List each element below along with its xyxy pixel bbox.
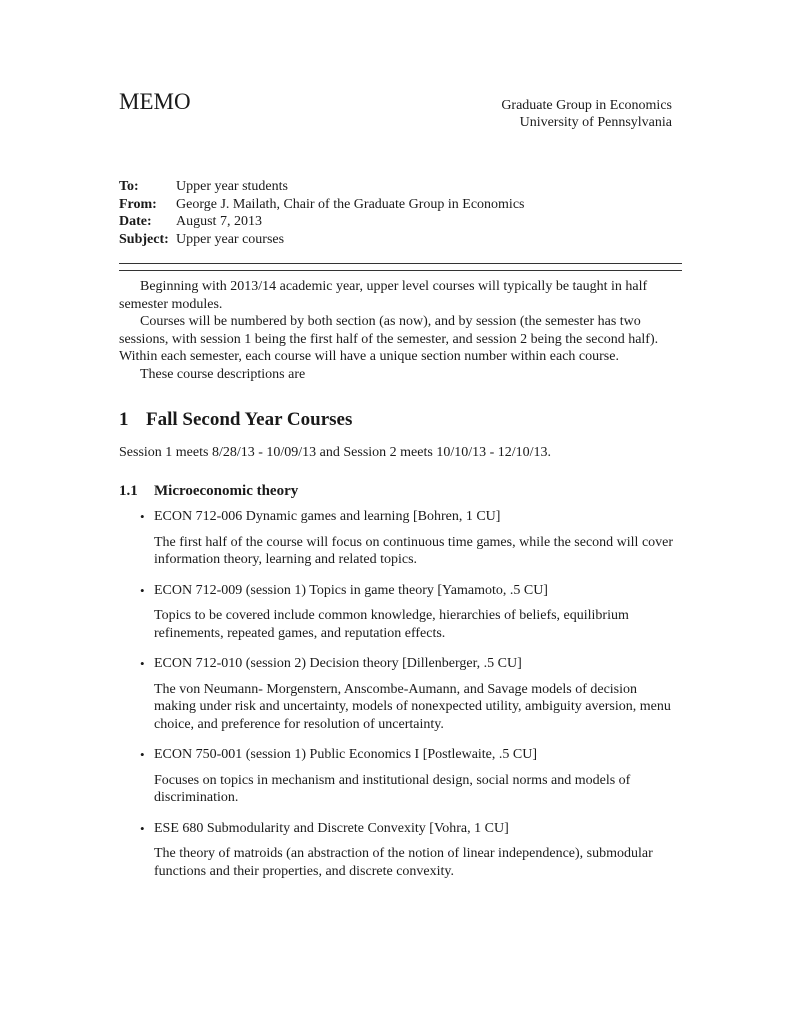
course-heading: ECON 712-006 Dynamic games and learning [Bohren, 1 CU]	[154, 509, 501, 524]
course-description: The von Neumann- Morgenstern, Anscombe-Aumann, and Savage models of decision making under risk and uncertainty, models of nonexpected utility, ambiguity aversion, menu choice, and preference for resolution of uncertainty.	[154, 681, 671, 732]
session-dates: Session 1 meets 8/28/13 - 10/09/13 and Session 2 meets 10/10/13 - 12/10/13.	[119, 445, 552, 460]
from-label: From:	[119, 196, 157, 212]
header-divider	[119, 263, 682, 271]
section-title: Fall Second Year Courses	[146, 409, 353, 430]
org-university: University of Pennsylvania	[519, 115, 672, 130]
subsection-title: Microeconomic theory	[154, 483, 299, 499]
bullet-icon: •	[140, 747, 145, 762]
org-department: Graduate Group in Economics	[501, 98, 672, 113]
from-row	[119, 196, 524, 214]
subject-row	[119, 231, 524, 249]
section-heading	[119, 409, 352, 431]
course-description: The theory of matroids (an abstraction of the notion of linear independence), submodular functions and their properties, and discrete convexity.	[154, 846, 653, 879]
course-item	[119, 746, 682, 807]
date-value: August 7, 2013	[176, 214, 262, 229]
course-description: The first half of the course will focus on continuous time games, while the second will cover information theory, learning and related topics.	[154, 534, 674, 567]
course-item	[119, 820, 682, 881]
course-list	[119, 508, 682, 893]
course-heading: ESE 680 Submodularity and Discrete Convexity [Vohra, 1 CU]	[154, 820, 509, 836]
course-heading: ECON 750-001 (session 1) Public Economics I [Postlewaite, .5 CU]	[154, 747, 538, 762]
course-item	[119, 508, 682, 569]
intro-paragraph: Courses will be numbered by both section (as now), and by session (the semester has two sessions, with session 1 being the first half of the semester, and session 2 being the second half). Within each semester, each course will have a unique section number within each course.	[119, 314, 659, 364]
subject-value: Upper year courses	[176, 231, 285, 247]
memo-header-fields	[119, 178, 524, 248]
to-row	[119, 178, 524, 196]
subsection-heading	[119, 482, 298, 500]
organization-block	[501, 97, 672, 131]
intro-paragraph: Beginning with 2013/14 academic year, upper level courses will typically be taught in half semester modules.	[119, 279, 648, 312]
subsection-number: 1.1	[119, 483, 138, 499]
from-value: George J. Mailath, Chair of the Graduate Group in Economics	[176, 196, 525, 212]
intro-text	[119, 278, 682, 383]
subject-label: Subject:	[119, 231, 169, 247]
course-description: Topics to be covered include common knowledge, hierarchies of beliefs, equilibrium refinements, repeated games, and reputation effects.	[154, 608, 629, 641]
date-row	[119, 213, 524, 231]
to-label: To:	[119, 179, 139, 194]
date-label: Date:	[119, 214, 152, 229]
bullet-icon: •	[140, 656, 145, 671]
intro-paragraph: These course descriptions are	[140, 366, 306, 382]
bullet-icon: •	[140, 582, 145, 598]
bullet-icon: •	[140, 509, 145, 524]
course-heading: ECON 712-010 (session 2) Decision theory [Dillenberger, .5 CU]	[154, 656, 522, 671]
course-heading: ECON 712-009 (session 1) Topics in game theory [Yamamoto, .5 CU]	[154, 582, 548, 598]
bullet-icon: •	[140, 820, 145, 836]
course-description: Focuses on topics in mechanism and institutional design, social norms and models of discrimination.	[154, 772, 631, 805]
to-value: Upper year students	[176, 179, 288, 194]
course-item	[119, 582, 682, 643]
memo-title: MEMO	[119, 89, 191, 114]
section-number: 1	[119, 409, 129, 430]
course-item	[119, 655, 682, 733]
